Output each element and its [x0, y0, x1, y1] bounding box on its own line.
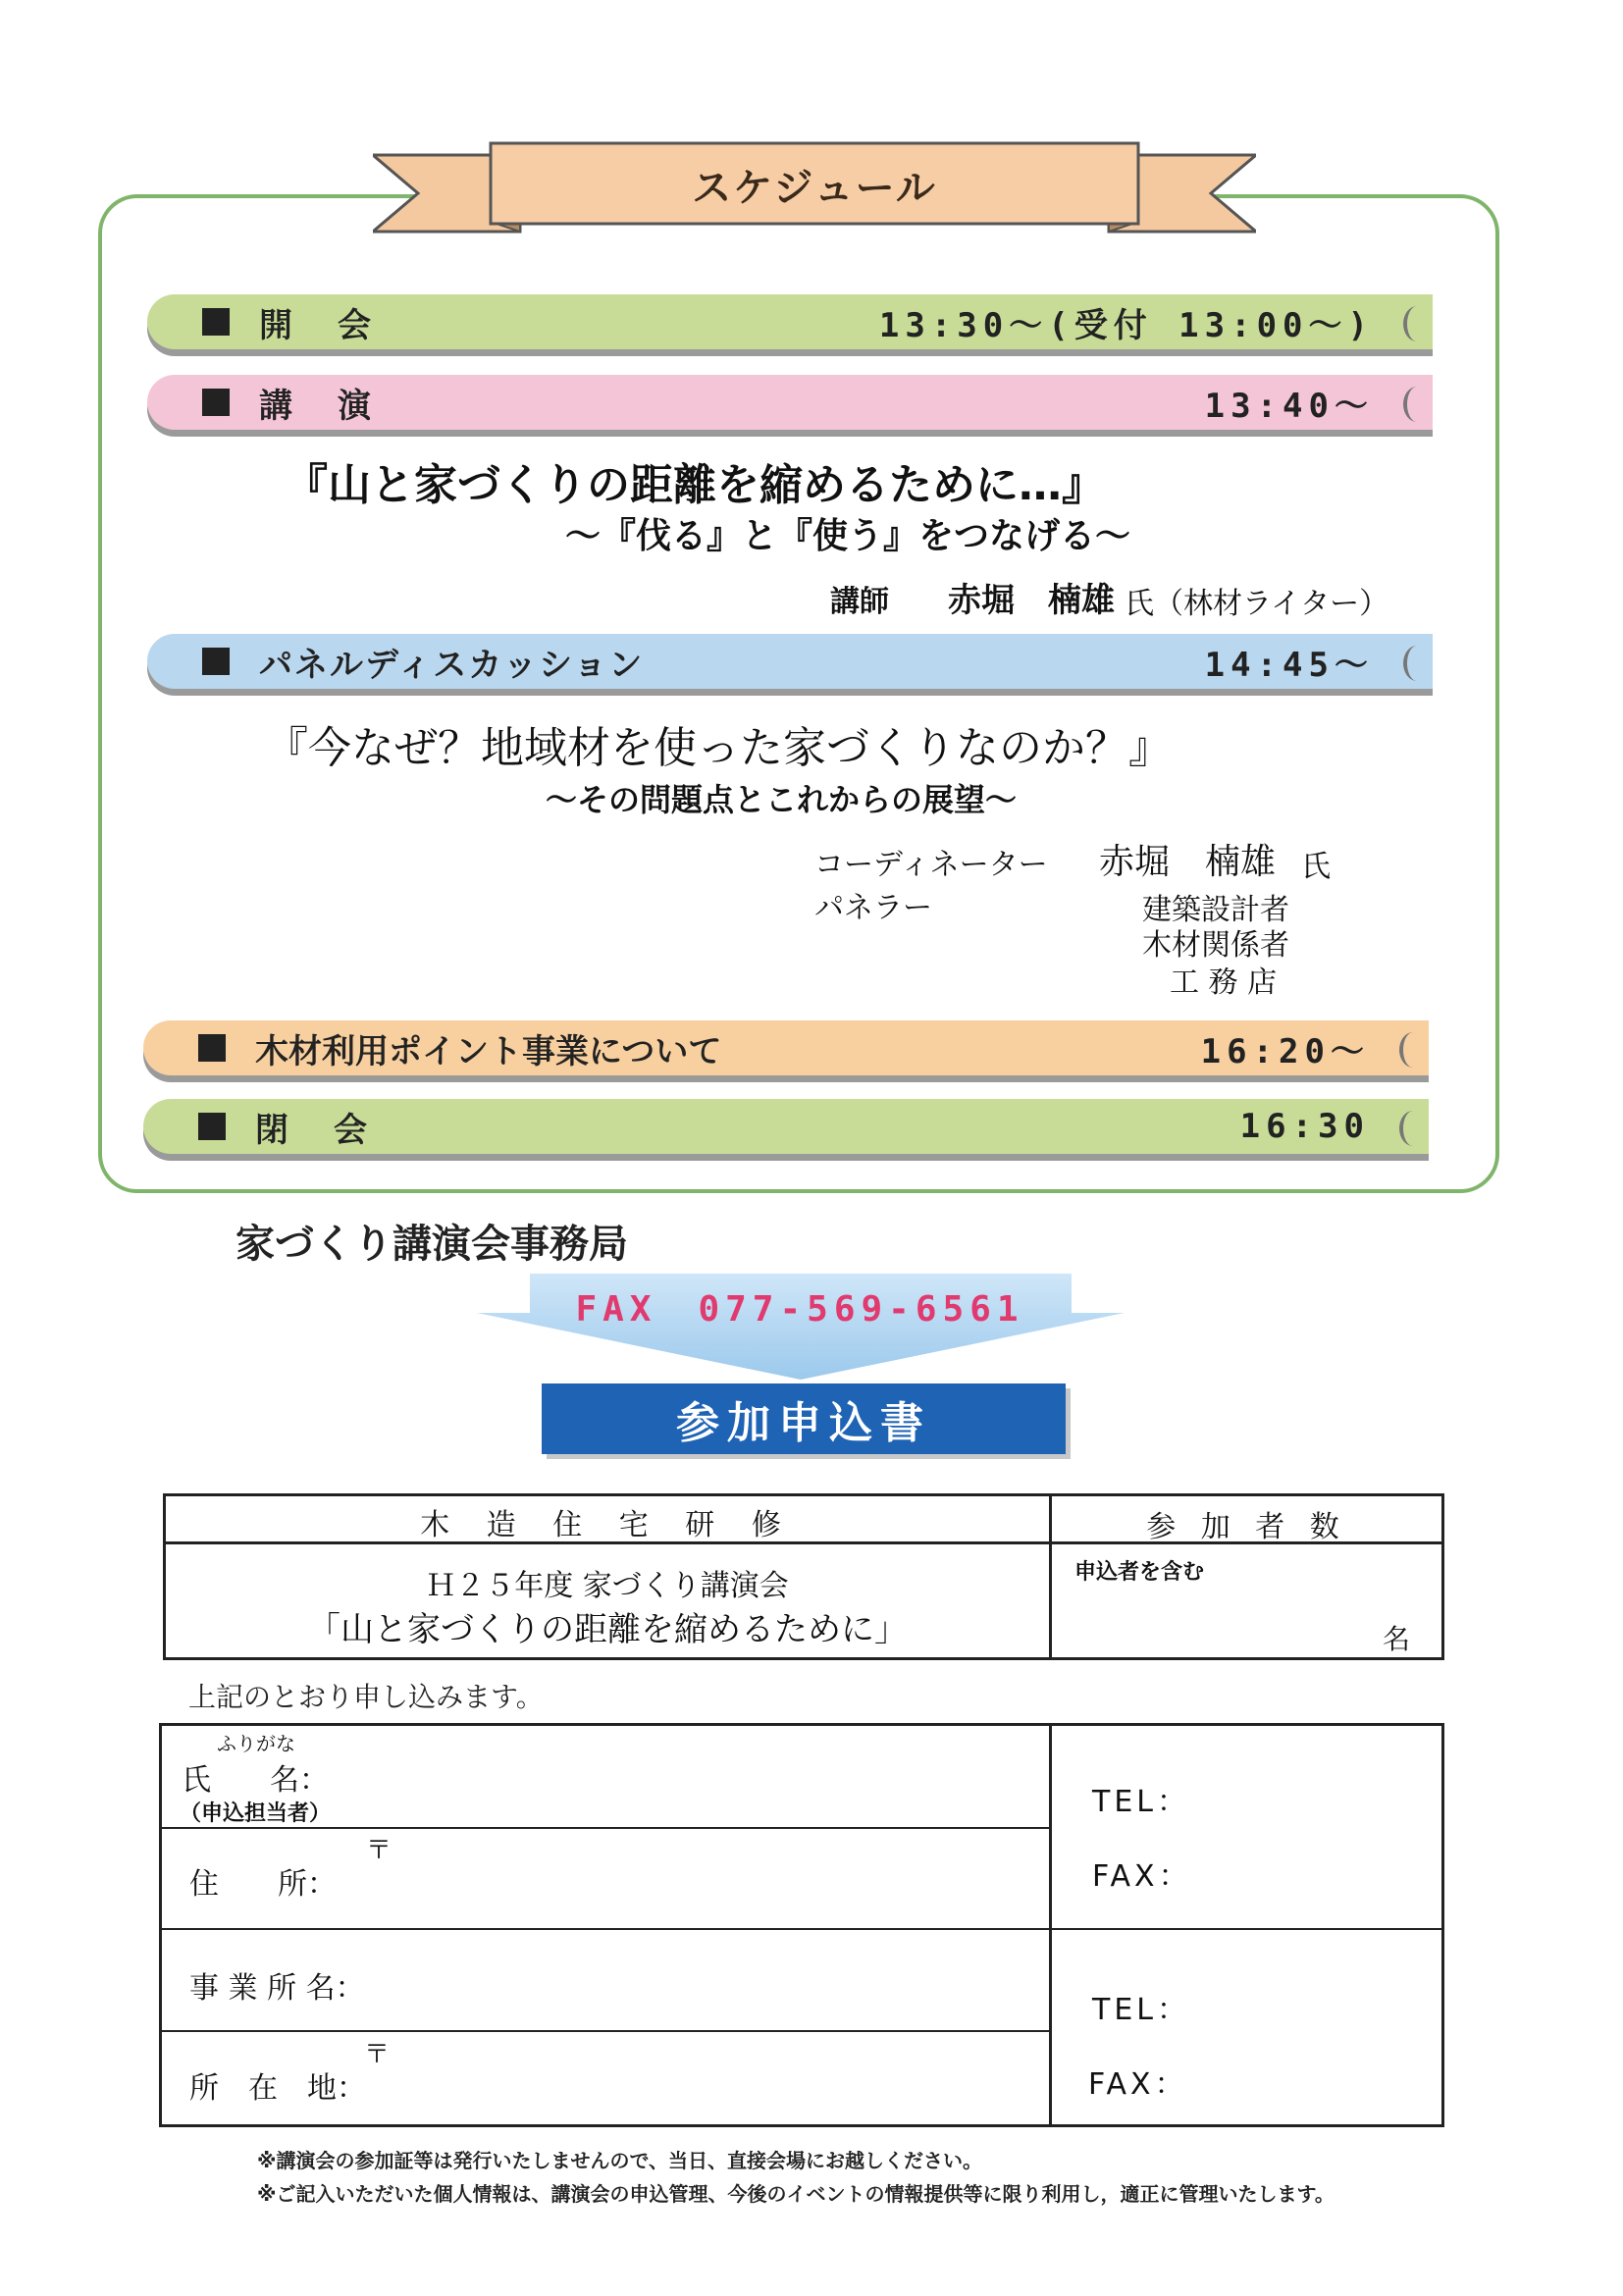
event-header: 木 造 住 宅 研 修	[420, 1508, 795, 1542]
postal-mark-icon: 〒	[366, 1836, 393, 1865]
schedule-bar-point	[143, 1020, 1429, 1075]
scroll-curl-icon	[1403, 387, 1431, 422]
bullet-square-icon	[198, 1034, 226, 1062]
name-label: 氏 名：	[182, 1763, 329, 1798]
name-field[interactable]	[378, 1746, 1025, 1814]
schedule-ribbon	[373, 137, 1256, 245]
event-table	[163, 1493, 1444, 1660]
address-label: 住 所：	[189, 1867, 337, 1902]
lecturer-suffix: 氏（林材ライター）	[1125, 587, 1389, 621]
personal-fax-label: FAX：	[1092, 1859, 1192, 1894]
company-tel-field[interactable]	[1182, 1981, 1428, 2020]
bullet-square-icon	[202, 648, 230, 675]
schedule-label-panel: パネルディスカッション	[259, 645, 645, 685]
schedule-time-closing: 16:30	[1239, 1107, 1370, 1146]
lecture-title: 『山と家づくりの距離を縮めるために…』	[285, 460, 1105, 510]
application-form-title: 参加申込書	[542, 1383, 1066, 1454]
schedule-bar-opening	[147, 294, 1433, 349]
company-fax-field[interactable]	[1182, 2056, 1428, 2095]
count-unit: 名	[1383, 1623, 1411, 1655]
coordinator-role: コーディネーター	[814, 848, 1048, 882]
note-2: ※ご記入いただいた個人情報は、講演会の申込管理、今後のイベントの情報提供等に限り利用し，適正に管理いたします。	[257, 2182, 1335, 2206]
personal-tel-label: TEL：	[1092, 1785, 1190, 1819]
panel-title: 『今なぜ？地域材を使った家づくりなのか？』	[265, 723, 1172, 773]
participant-count-field[interactable]	[1088, 1594, 1363, 1634]
company-label: 事 業 所 名：	[189, 1971, 365, 2006]
schedule-time-point: 16:20～	[1200, 1031, 1370, 1071]
fax-number: FAX 077-569-6561	[575, 1288, 1024, 1330]
personal-tel-field[interactable]	[1182, 1773, 1428, 1812]
panelist-2: 木材関係者	[1142, 928, 1289, 963]
lecturer-name: 赤堀 楠雄	[948, 581, 1115, 620]
scroll-curl-icon	[1403, 646, 1431, 681]
note-1: ※講演会の参加証等は発行いたしませんので、当日、直接会場にお越しください。	[257, 2149, 983, 2172]
schedule-bar-lecture	[147, 375, 1433, 430]
panelist-3: 工 務 店	[1170, 965, 1278, 1000]
lecturer-role: 講師	[830, 585, 889, 619]
schedule-label-closing: 閉 会	[255, 1110, 373, 1150]
company-tel-label: TEL：	[1092, 1993, 1190, 2027]
panelist-1: 建築設計者	[1142, 893, 1289, 927]
bullet-square-icon	[198, 1113, 226, 1140]
postal-mark-icon: 〒	[364, 2040, 391, 2069]
scroll-curl-icon	[1403, 306, 1431, 341]
company-fax-label: FAX：	[1088, 2067, 1188, 2102]
bullet-square-icon	[202, 308, 230, 336]
panelist-role: パネラー	[814, 891, 932, 925]
coordinator-suffix: 氏	[1301, 850, 1331, 884]
event-name-line2: 「山と家づくりの距離を縮めるために」	[307, 1610, 908, 1649]
schedule-time-panel: 14:45～	[1204, 645, 1374, 685]
schedule-label-lecture: 講 演	[259, 386, 377, 426]
schedule-label-point: 木材利用ポイント事業について	[255, 1031, 722, 1071]
location-label: 所 在 地：	[189, 2071, 366, 2106]
name-note: （申込担当者）	[180, 1801, 332, 1826]
location-field[interactable]	[378, 2046, 1025, 2114]
schedule-bar-panel	[147, 634, 1433, 689]
office-name: 家づくり講演会事務局	[236, 1222, 628, 1267]
company-field[interactable]	[378, 1946, 1025, 2014]
schedule-time-opening: 13:30～(受付 13:00～)	[878, 305, 1374, 345]
event-name-line1: Ｈ２５年度 家づくり講演会	[426, 1569, 789, 1603]
schedule-time-lecture: 13:40～	[1204, 386, 1374, 426]
count-note: 申込者を含む	[1074, 1560, 1205, 1585]
personal-fax-field[interactable]	[1182, 1848, 1428, 1887]
address-field[interactable]	[378, 1844, 1025, 1912]
count-header: 参 加 者 数	[1146, 1510, 1347, 1544]
coordinator-name: 赤堀 楠雄	[1099, 842, 1277, 882]
schedule-bar-closing	[143, 1099, 1429, 1154]
applicant-table	[159, 1723, 1444, 2127]
confirm-text: 上記のとおり申し込みます。	[188, 1681, 544, 1713]
panel-subtitle: ～その問題点とこれからの展望～	[546, 781, 1018, 818]
schedule-title: スケジュール	[692, 165, 937, 211]
furigana-label: ふりがな	[217, 1732, 295, 1755]
schedule-label-opening: 開 会	[259, 305, 377, 345]
lecture-subtitle: ～『伐る』と『使う』をつなげる～	[565, 516, 1131, 556]
bullet-square-icon	[202, 389, 230, 416]
scroll-curl-icon	[1399, 1111, 1427, 1146]
scroll-curl-icon	[1399, 1032, 1427, 1068]
